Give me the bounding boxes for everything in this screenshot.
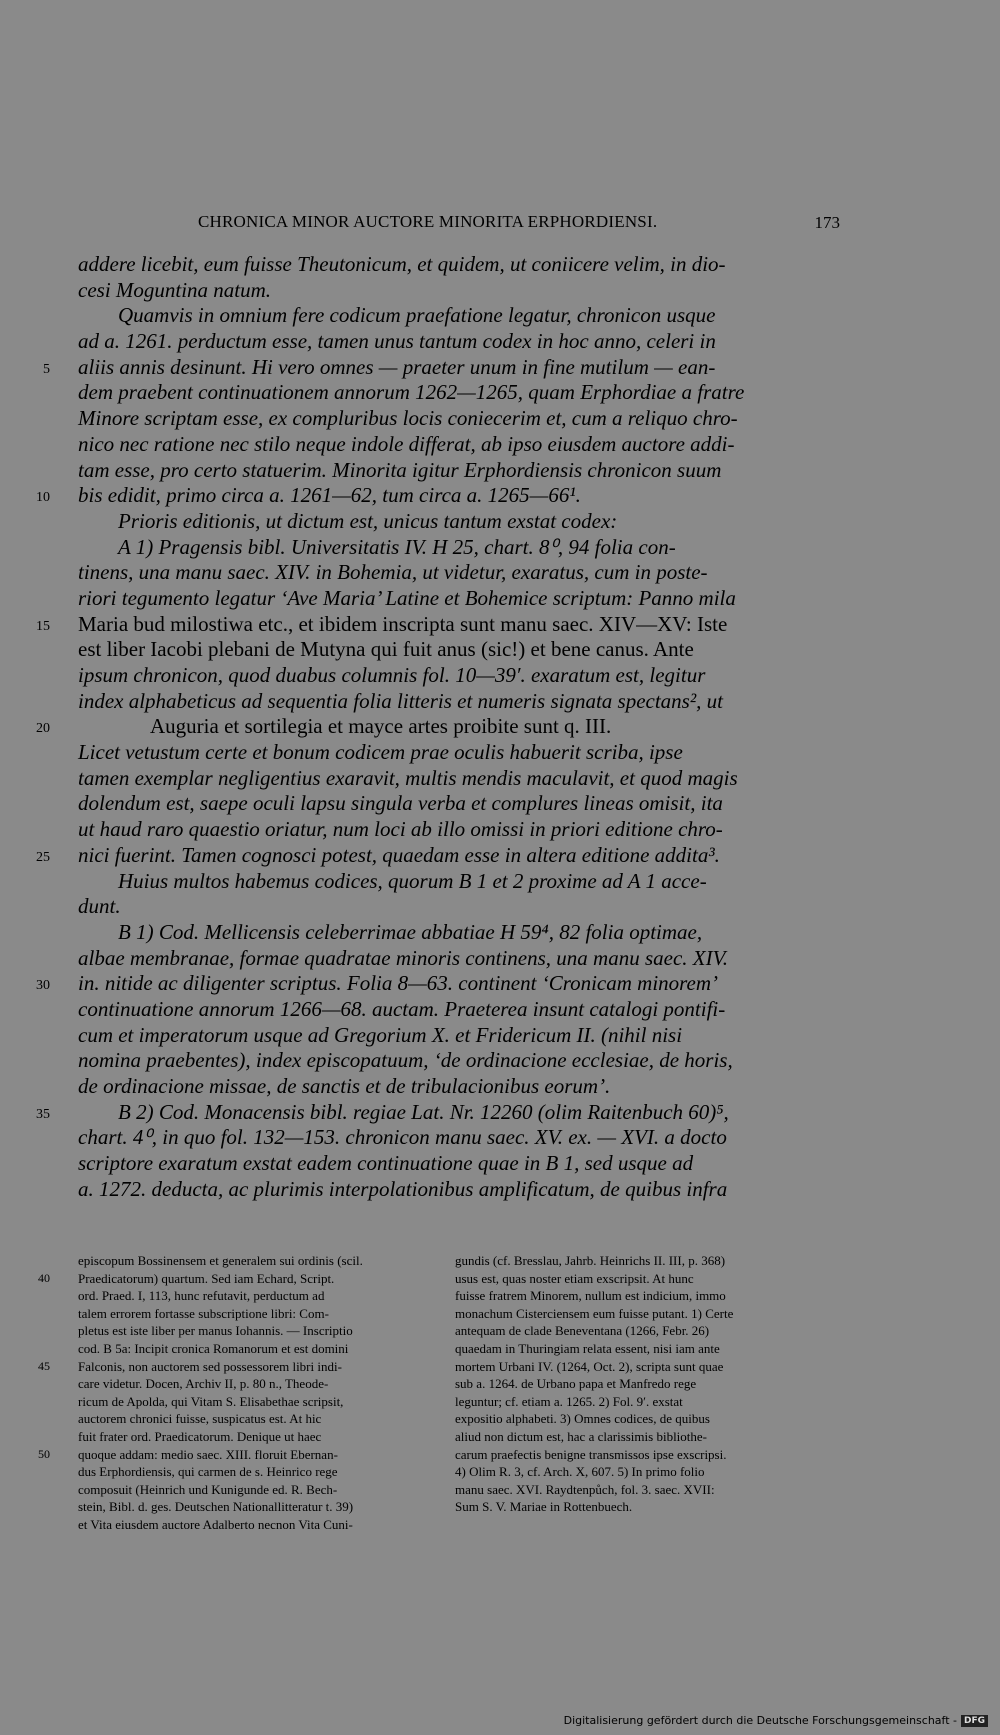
text-line [0,329,1000,355]
line-text: Huius multos habemus codices, quorum B 1 et 2 proxime ad A 1 acce- [118,868,707,893]
text-line [0,1177,1000,1203]
footnote-text: cod. B 5a: Incipit cronica Romanorum et est domini [78,1340,349,1356]
footnote-line-number: 50 [38,1446,50,1461]
line-number: 25 [36,849,50,865]
line-text: A 1) Pragensis bibl. Universitatis IV. H 25, chart. 8⁰, 94 folia con- [118,534,676,559]
footnote-line [455,1287,841,1305]
line-text: nici fuerint. Tamen cognosci potest, quaedam esse in altera editione addita³. [78,842,720,867]
line-text: addere licebit, eum fuisse Theutonicum, et quidem, ut coniicere velim, in dio- [78,252,726,276]
footnote-text: ricum de Apolda, qui Vitam S. Elisabethae scripsit, [78,1393,344,1409]
footnote-line [455,1481,841,1499]
footnote-line [78,1516,448,1534]
footnote-line [78,1322,448,1340]
footnote-line [455,1410,841,1428]
footnote-line [455,1322,841,1340]
text-line [0,663,1000,689]
text-line [0,406,1000,432]
footnote-line [455,1358,841,1376]
footnotes-right-column [455,1252,841,1516]
footnote-text: Praedicatorum) quartum. Sed iam Echard, Script. [78,1270,335,1286]
text-line [0,355,1000,381]
footnote-text: fuit frater ord. Praedicatorum. Denique ut haec [78,1428,322,1444]
line-text: Prioris editionis, ut dictum est, unicus tantum exstat codex: [118,508,618,533]
footnote-line-number: 40 [38,1270,50,1285]
text-line [0,612,1000,638]
line-number: 10 [36,490,50,506]
page-number: 173 [814,213,840,232]
footnote-text: monachum Cisterciensem eum fuisse putant. 1) Certe [455,1305,734,1321]
line-text: chart. 4⁰, in quo fol. 132—153. chronicon manu saec. XV. ex. — XVI. a docto [78,1125,727,1150]
text-line [0,971,1000,997]
line-text: tam esse, pro certo statuerim. Minorita igitur Erphordiensis chronicon suum [78,457,722,482]
text-line [0,278,1000,304]
text-line [0,303,1000,329]
line-text: bis edidit, primo circa a. 1261—62, tum circa a. 1265—66¹. [78,483,581,508]
footnote-text: carum praefectis benigne transmissos ipse exscripsi. [455,1446,727,1462]
text-line [0,946,1000,972]
line-text: scriptore exaratum exstat eadem continuatione quae in B 1, sed usque ad [78,1151,694,1176]
footnote-text: quaedam in Thuringiam relata essent, nisi iam ante [455,1340,720,1356]
footnote-text: manu saec. XVI. Raydtenpůch, fol. 3. saec. XVII: [455,1481,715,1497]
text-line [0,586,1000,612]
footnote-line [78,1428,448,1446]
footnote-text: ord. Praed. I, 113, hunc refutavit, perductum ad [78,1288,325,1304]
line-text: B 1) Cod. Mellicensis celeberrimae abbatiae H 59⁴, 82 folia optimae, [118,919,703,944]
text-line [0,817,1000,843]
text-line [0,1074,1000,1100]
text-line [0,380,1000,406]
line-text: tamen exemplar negligentius exaravit, multis mendis maculavit, et quod magis [78,765,738,790]
line-number: 20 [36,721,50,737]
footnote-text: leguntur; cf. etiam a. 1265. 2) Fol. 9′. exstat [455,1393,683,1409]
footnote-text: dus Erphordiensis, qui carmen de s. Heinrico rege [78,1464,338,1480]
text-line [0,1023,1000,1049]
footnote-text: expositio alphabeti. 3) Omnes codices, de quibus [455,1411,710,1427]
footnote-text: Sum S. V. Mariae in Rottenbuech. [455,1499,633,1515]
line-text: Licet vetustum certe et bonum codicem prae oculis habuerit scriba, ipse [78,740,683,765]
line-text: albae membranae, formae quadratae minoris continens, una manu saec. XIV. [78,945,728,970]
footnote-text: composuit (Heinrich und Kunigunde ed. R. Bech- [78,1481,338,1497]
text-line [0,714,1000,740]
line-text: ad a. 1261. perductum esse, tamen unus tantum codex in hoc anno, celeri in [78,329,716,354]
footnote-text: antequam de clade Beneventana (1266, Febr. 26) [455,1323,710,1339]
main-text-block [0,252,1000,1202]
line-text: dem praebent continuationem annorum 1262—1265, quam Erphordiae a fratre [78,380,745,405]
line-text: ut haud raro quaestio oriatur, num loci ab illo omissi in priori editione chro- [78,817,723,842]
footnote-text: pletus est iste liber per manus Iohannis. — Inscriptio [78,1323,353,1339]
footnote-line [38,1358,448,1376]
line-text: continuatione annorum 1266—68. auctam. Praeterea insunt catalogi pontifi- [78,996,726,1021]
text-line [0,483,1000,509]
footnote-line [38,1270,448,1288]
footnote-line-number: 45 [38,1358,50,1373]
line-text: cesi Moguntina natum. [78,277,272,302]
footnote-text: aliud non dictum est, hac a clarissimis bibliothe- [455,1428,708,1444]
text-line [0,740,1000,766]
line-text: cum et imperatorum usque ad Gregorium X. et Fridericum II. (nihil nisi [78,1022,683,1047]
line-text: Maria bud milostiwa etc., et ibidem inscripta sunt manu saec. XIV—XV: Iste [78,611,728,636]
line-text: tinens, una manu saec. XIV. in Bohemia, ut videtur, exaratus, cum in poste- [78,560,708,585]
footnote-text: 4) Olim R. 3, cf. Arch. X, 607. 5) In primo folio [455,1464,705,1480]
footnote-line [455,1252,841,1270]
line-text: dolendum est, saepe oculi lapsu singula verba et complures lineas omisit, ita [78,791,723,816]
text-line [0,766,1000,792]
footnote-line [455,1428,841,1446]
line-text: riori tegumento legatur ‘Ave Maria’ Latine et Bohemice scriptum: Panno mila [78,585,736,610]
line-text: aliis annis desinunt. Hi vero omnes — praeter unum in fine mutilum — ean- [78,354,716,379]
line-text: nomina praebentes), index episcopatuum, ‘de ordinacione ecclesiae, de horis, [78,1048,733,1073]
footnote-line [455,1463,841,1481]
line-number: 35 [36,1106,50,1122]
footnote-text: auctorem chronici fuisse, suspicatus est. At hic [78,1411,322,1427]
footnote-text: usus est, quas noster etiam exscripsit. At hunc [455,1270,694,1286]
text-line [0,1100,1000,1126]
footnote-text: sub a. 1264. de Urbano papa et Manfredo rege [455,1376,697,1392]
line-text: index alphabeticus ad sequentia folia litteris et numeris signata spectans², ut [78,688,723,713]
text-line [0,252,1000,278]
line-text: B 2) Cod. Monacensis bibl. regiae Lat. Nr. 12260 (olim Raitenbuch 60)⁵, [118,1099,729,1124]
footnote-line [455,1305,841,1323]
line-text: dunt. [78,894,121,919]
footnote-line [78,1375,448,1393]
footnotes-left-column [38,1252,448,1534]
line-number: 30 [36,978,50,994]
line-number: 5 [43,361,50,377]
footnote-line [455,1340,841,1358]
line-text: est liber Iacobi plebani de Mutyna qui fuit anus (sic!) et bene canus. Ante [78,637,694,662]
footnote-text: care videtur. Docen, Archiv II, p. 80 n., Theode- [78,1376,329,1392]
line-text: a. 1272. deducta, ac plurimis interpolationibus amplificatum, de quibus infra [78,1176,728,1201]
footnote-line [78,1463,448,1481]
text-line [0,997,1000,1023]
footnote-text: episcopum Bossinensem et generalem sui ordinis (scil. [78,1253,363,1268]
footnote-line [78,1481,448,1499]
line-text: Auguria et sortilegia et mayce artes proibite sunt q. III. [150,714,612,739]
footnote-line [78,1410,448,1428]
footnote-line [38,1446,448,1464]
text-line [0,1151,1000,1177]
footnote-line [78,1305,448,1323]
line-number: 15 [36,618,50,634]
footnote-text: gundis (cf. Bresslau, Jahrb. Heinrichs II. III, p. 368) [455,1253,726,1268]
footnote-line [455,1270,841,1288]
footnote-line [455,1393,841,1411]
line-text: ipsum chronicon, quod duabus columnis fol. 10—39′. exaratum est, legitur [78,663,706,687]
line-text: in. nitide ac diligenter scriptus. Folia 8—63. continent ‘Cronicam minorem’ [78,971,719,996]
footnote-text: stein, Bibl. d. ges. Deutschen Nationallitteratur t. 39) [78,1499,354,1515]
footnote-line [78,1498,448,1516]
footnote-text: quoque addam: medio saec. XIII. floruit Ebernan- [78,1446,338,1462]
line-text: Minore scriptam esse, ex compluribus locis coniecerim et, cum a reliquo chro- [78,406,738,431]
text-line [0,1125,1000,1151]
text-line [0,637,1000,663]
footnote-text: talem errorem fortasse subscriptione libri: Com- [78,1305,329,1321]
text-line [0,791,1000,817]
text-line [0,843,1000,869]
footnote-text: et Vita eiusdem auctore Adalberto necnon Vita Cuni- [78,1516,353,1532]
footnote-line [455,1446,841,1464]
footnote-line [78,1340,448,1358]
text-line [0,432,1000,458]
text-line [0,535,1000,561]
digitization-footer [564,1714,988,1727]
line-text: nico nec ratione nec stilo neque indole differat, ab ipso eiusdem auctore addi- [78,431,735,456]
line-text: Quamvis in omnium fere codicum praefatione legatur, chronicon usque [118,303,716,328]
footnote-line [78,1393,448,1411]
text-line [0,458,1000,484]
footnote-text: Falconis, non auctorem sed possessorem libri indi- [78,1358,342,1374]
footnote-text: fuisse fratrem Minorem, nullum est indicium, immo [455,1288,726,1304]
text-line [0,560,1000,586]
text-line [0,1048,1000,1074]
text-line [0,894,1000,920]
footnote-line [78,1252,448,1270]
running-title: CHRONICA MINOR AUCTORE MINORITA ERPHORDIENSI. [198,212,658,231]
text-line [0,509,1000,535]
footnote-text: mortem Urbani IV. (1264, Oct. 2), scripta sunt quae [455,1358,724,1374]
footer-text: Digitalisierung gefördert durch die Deutsche Forschungsgemeinschaft - [563,1714,957,1727]
text-line [0,869,1000,895]
footnote-line [455,1498,841,1516]
footnote-line [455,1375,841,1393]
footnote-line [78,1287,448,1305]
dfg-logo: DFG [961,1715,988,1727]
line-text: de ordinacione missae, de sanctis et de tribulacionibus eorum’. [78,1074,611,1098]
text-line [0,920,1000,946]
text-line [0,689,1000,715]
